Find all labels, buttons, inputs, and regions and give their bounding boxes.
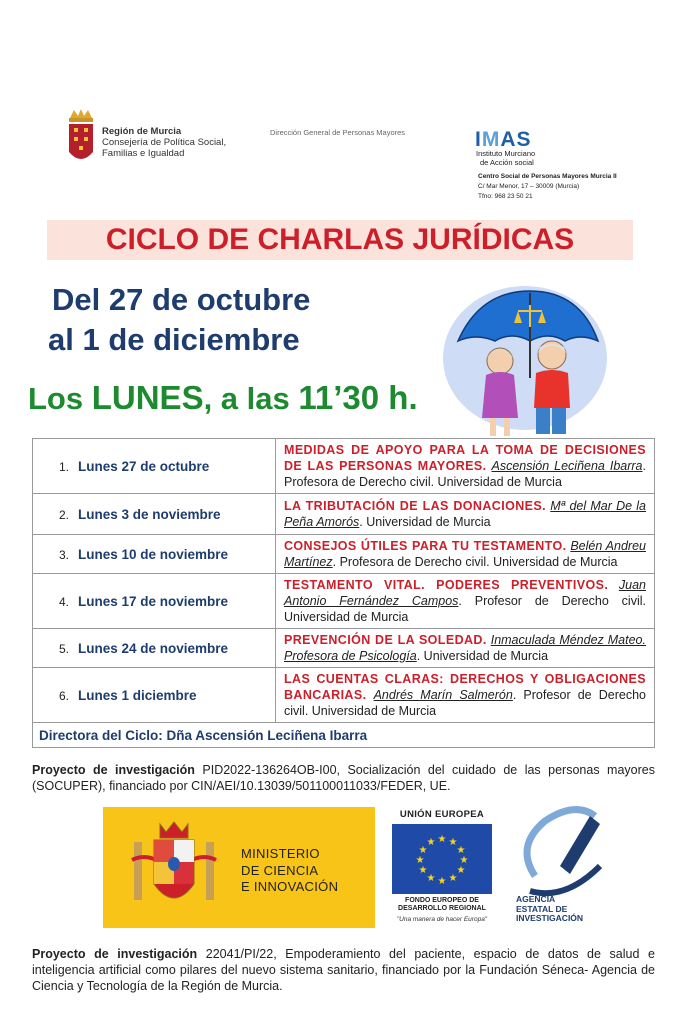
talk-affiliation: . Profesor de Derecho civil. Universidad de Murcia (284, 594, 646, 624)
talk-detail-cell (276, 494, 655, 535)
date-line1: Del 27 de octubre (52, 282, 311, 317)
elderly-couple-umbrella-illustration (440, 283, 610, 443)
project-1 (32, 762, 655, 794)
project-2-text: 22041/PI/22, Empoderamiento del paciente, espacio de datos de salud e inteligencia artificial como pilares del nuevo sistema sanitario, financiado por la Fundación Séneca- Agencia de Ciencia y Tecnología de la Región de Murcia. (32, 947, 655, 993)
talk-affiliation: . Universidad de Murcia (416, 649, 549, 663)
talks-table (32, 438, 655, 748)
talk-detail-cell (276, 574, 655, 629)
talk-date-cell (33, 629, 276, 668)
talk-date: Lunes 27 de octubre (78, 458, 210, 474)
table-row (33, 574, 655, 629)
talk-detail-cell (276, 668, 655, 723)
table-row (33, 723, 655, 748)
talk-number: 1. (59, 459, 70, 474)
talk-date-cell (33, 574, 276, 629)
schedule-time: 11’30 h. (298, 379, 418, 416)
eu-fondo (387, 897, 497, 913)
talk-date-cell (33, 668, 276, 723)
svg-text:★: ★ (437, 834, 447, 845)
talk-author: Ascensión Leciñena Ibarra (491, 459, 643, 473)
eu-flag-icon (392, 824, 492, 894)
direccion-general: Dirección General de Personas Mayores (270, 128, 406, 137)
talk-author: Mª del Mar De la Peña Amorós (284, 499, 646, 529)
talk-author: Juan Antonio Fernández Campos (284, 578, 646, 608)
talk-number: 6. (59, 688, 70, 703)
talk-title: LAS CUENTAS CLARAS: DERECHOS Y OBLIGACIONES BANCARIAS. (284, 672, 646, 702)
talk-number: 2. (59, 507, 70, 522)
svg-text:★: ★ (437, 876, 447, 887)
table-row (33, 668, 655, 723)
centro-address: C/ Mar Menor, 17 – 30009 (Murcia) (478, 183, 580, 190)
project-2-label: Proyecto de investigación (32, 947, 198, 961)
talk-date: Lunes 24 de noviembre (78, 640, 229, 656)
imas-line2: de Acción social (480, 158, 534, 167)
table-row (33, 629, 655, 668)
schedule-day: LUNES (91, 379, 204, 416)
eu-fondo-line2: DESARROLLO REGIONAL (398, 905, 486, 912)
talk-title: LA TRIBUTACIÓN DE LAS DONACIONES. (284, 499, 546, 513)
schedule-prefix: Los (28, 381, 92, 416)
ministerio-line2: DE CIENCIA (241, 862, 319, 878)
talk-affiliation: . Profesora de Derecho civil. Universidad de Murcia (332, 555, 618, 569)
talk-title: CONSEJOS ÚTILES PARA TU TESTAMENTO. (284, 539, 567, 553)
svg-text:★: ★ (426, 873, 436, 884)
talk-date-cell (33, 535, 276, 574)
talk-title: TESTAMENTO VITAL. PODERES PREVENTIVOS. (284, 578, 609, 592)
aei-line3: INVESTIGACIÓN (516, 913, 584, 923)
aei-line1: AGENCIA (516, 894, 556, 904)
ministerio-name (241, 846, 338, 896)
murcia-consejeria (102, 126, 226, 159)
date-line2: al 1 de diciembre (48, 322, 300, 357)
talk-date: Lunes 1 diciembre (78, 687, 197, 703)
project-2 (32, 946, 655, 994)
talk-date: Lunes 3 de noviembre (78, 506, 221, 522)
talk-affiliation: . Profesor de Derecho civil. Universidad de Murcia (284, 688, 646, 718)
imas-logo-m: M (481, 128, 501, 151)
table-row (33, 494, 655, 535)
svg-text:★: ★ (426, 837, 436, 848)
talk-affiliation: . Profesora de Derecho civil. Universidad de Murcia (284, 459, 646, 489)
eu-feder-logo (387, 809, 497, 923)
talk-detail-cell (276, 629, 655, 668)
svg-text:★: ★ (459, 855, 469, 866)
aei-name (516, 895, 583, 924)
imas-subtitle (476, 149, 535, 167)
svg-text:★: ★ (456, 865, 466, 876)
centro-name: Centro Social de Personas Mayores Murcia II (478, 173, 617, 180)
imas-logo-as: AS (500, 128, 532, 151)
imas-logo-i: I (475, 128, 482, 151)
imas-line1: Instituto Murciano (476, 149, 536, 158)
talk-number: 3. (59, 547, 70, 562)
svg-text:★: ★ (448, 837, 458, 848)
talk-number: 5. (59, 641, 70, 656)
project-1-text: PID2022-136264OB-I00, Socialización del cuidado de las personas mayores (SOCUPER), financiado por CIN/AEI/10.13039/501100011033/FEDER, UE. (32, 763, 655, 793)
talk-date: Lunes 10 de noviembre (78, 546, 229, 562)
talk-date-cell (33, 494, 276, 535)
schedule-mid: , a las (203, 381, 299, 416)
page-title: CICLO DE CHARLAS JURÍDICAS (105, 223, 575, 256)
talk-detail-cell (276, 535, 655, 574)
schedule-line (28, 379, 418, 417)
centro-phone: Tfno: 968 23 50 21 (478, 193, 533, 200)
date-range (48, 280, 310, 360)
svg-text:★: ★ (456, 845, 466, 856)
director-cell: Directora del Ciclo: Dña Ascensión Leciñena Ibarra (33, 723, 655, 748)
table-row (33, 439, 655, 494)
talk-title: PREVENCIÓN DE LA SOLEDAD. (284, 633, 487, 647)
region-murcia-coat-of-arms (64, 108, 98, 168)
talk-affiliation: . Universidad de Murcia (359, 515, 491, 529)
talk-number: 4. (59, 594, 70, 609)
spain-coat-of-arms (130, 820, 218, 915)
murcia-line3: Familias e Igualdad (102, 148, 185, 159)
project-1-label: Proyecto de investigación (32, 763, 195, 777)
centro-info (478, 172, 617, 202)
ministerio-line1: MINISTERIO (241, 846, 320, 861)
eu-motto: "Una manera de hacer Europa" (396, 916, 488, 923)
murcia-name: Región de Murcia (102, 126, 182, 137)
talk-author: Inmaculada Méndez Mateo. Profesora de Psicología (284, 633, 646, 663)
ministerio-line3: E INNOVACIÓN (241, 879, 339, 894)
talk-title: MEDIDAS DE APOYO PARA LA TOMA DE DECISIONES DE LAS PERSONAS MAYORES. (284, 443, 646, 473)
talk-author: Andrés Marín Salmerón (373, 688, 513, 702)
eu-stars-icon (392, 824, 492, 894)
talk-author: Belén Andreu Martínez (284, 539, 646, 569)
aei-line2: ESTATAL DE (516, 903, 568, 914)
eu-fondo-line1: FONDO EUROPEO DE (405, 897, 479, 904)
svg-text:★: ★ (418, 865, 428, 876)
talk-date-cell (33, 439, 276, 494)
talk-date: Lunes 17 de noviembre (78, 593, 229, 609)
talk-detail-cell (276, 439, 655, 494)
eu-title: UNIÓN EUROPEA (399, 809, 485, 820)
table-row (33, 535, 655, 574)
murcia-line2: Consejería de Política Social, (102, 137, 227, 148)
svg-text:★: ★ (448, 873, 458, 884)
svg-text:★: ★ (418, 845, 428, 856)
svg-text:★: ★ (415, 855, 425, 866)
